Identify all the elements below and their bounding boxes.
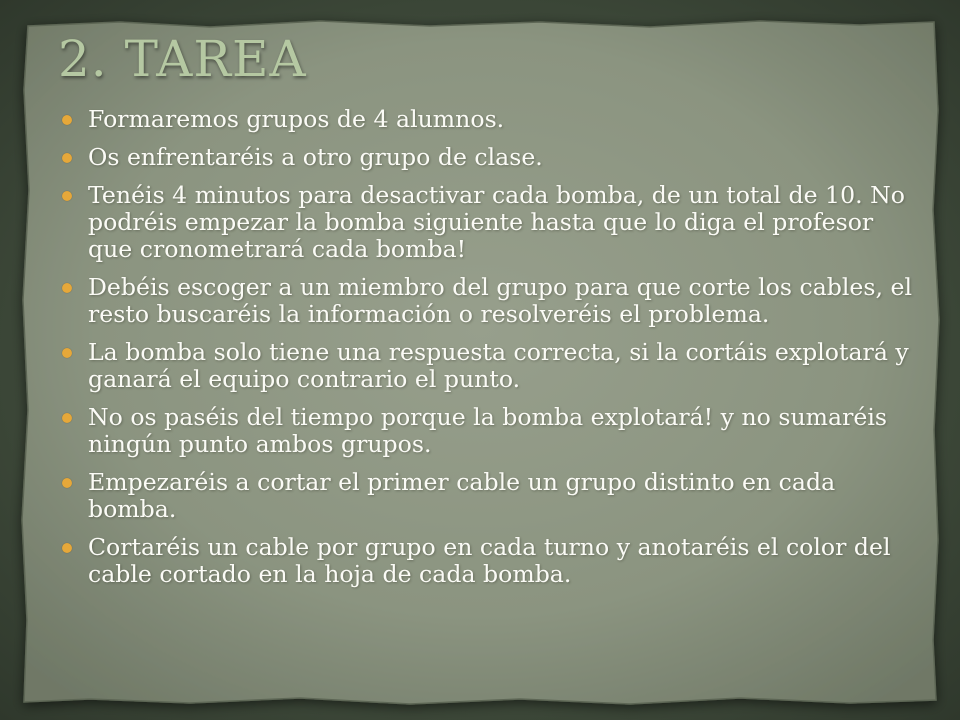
bullet-text: Formaremos grupos de 4 alumnos. (88, 105, 505, 133)
bullet-text: Empezaréis a cortar el primer cable un grupo distinto en cada bomba. (88, 468, 836, 523)
bullet-icon (62, 478, 72, 488)
bullet-text: No os paséis del tiempo porque la bomba explotará! y no sumaréis ningún punto ambos grupos. (88, 403, 888, 458)
bullet-icon (62, 413, 72, 423)
bullet-icon (62, 543, 72, 553)
list-item (62, 106, 912, 133)
bullet-list (62, 106, 912, 599)
bullet-text: Tenéis 4 minutos para desactivar cada bomba, de un total de 10. No podréis empezar la bomba siguiente hasta que lo diga el profesor que cronometrará cada bomba! (88, 181, 905, 263)
bullet-text: La bomba solo tiene una respuesta correcta, si la cortáis explotará y ganará el equipo contrario el punto. (88, 338, 909, 393)
bullet-text: Cortaréis un cable por grupo en cada turno y anotaréis el color del cable cortado en la hoja de cada bomba. (88, 533, 891, 588)
list-item (62, 144, 912, 171)
list-item (62, 182, 912, 263)
list-item (62, 534, 912, 588)
bullet-icon (62, 115, 72, 125)
bullet-text: Debéis escoger a un miembro del grupo para que corte los cables, el resto buscaréis la información o resolveréis el problema. (88, 273, 913, 328)
list-item (62, 469, 912, 523)
bullet-icon (62, 348, 72, 358)
list-item (62, 339, 912, 393)
bullet-text: Os enfrentaréis a otro grupo de clase. (88, 143, 543, 171)
bullet-icon (62, 153, 72, 163)
bullet-icon (62, 191, 72, 201)
list-item (62, 274, 912, 328)
list-item (62, 404, 912, 458)
bullet-icon (62, 283, 72, 293)
slide-title: 2. TAREA (58, 30, 307, 88)
